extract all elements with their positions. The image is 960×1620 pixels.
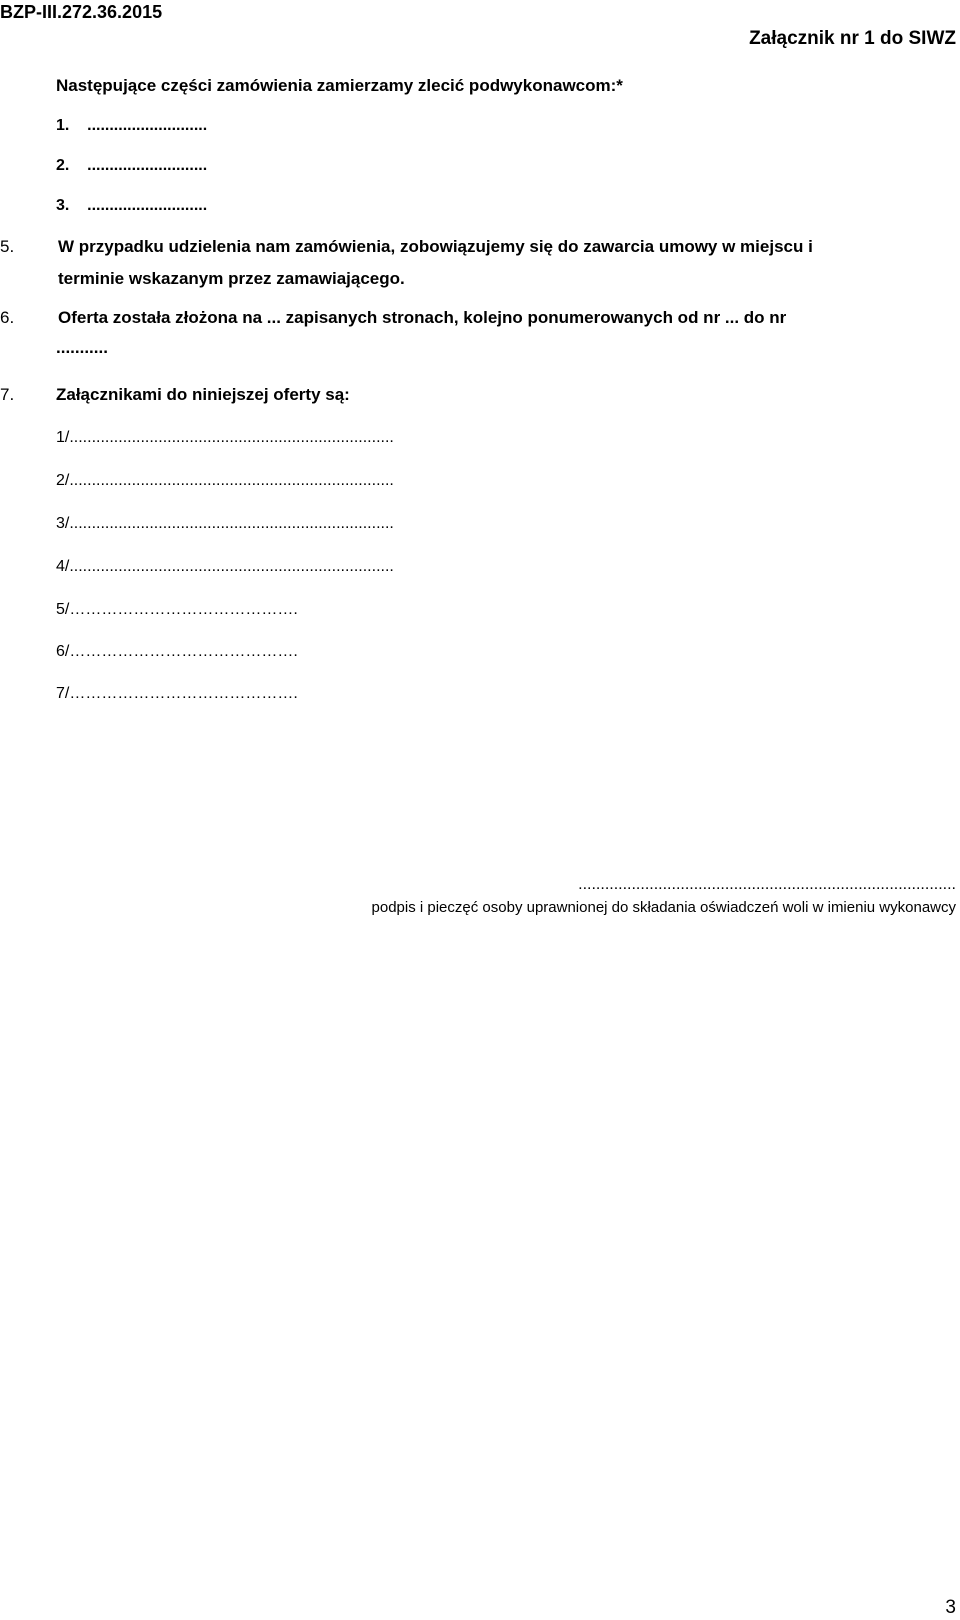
point-7-text: Załącznikami do niniejszej oferty są: [56, 385, 350, 404]
subcontract-item-3: 3. ........................... [56, 197, 208, 214]
point-6-number: 6. [0, 308, 15, 327]
attachment-item-4: 4/......................................................................... [56, 558, 394, 575]
point-6-line-1: Oferta została złożona na ... zapisanych stronach, kolejno ponumerowanych od nr ... do nr [58, 308, 787, 327]
subcontract-intro: Następujące części zamówienia zamierzamy zlecić podwykonawcom:* [56, 76, 623, 95]
point-7-number: 7. [0, 385, 15, 404]
signature-label: podpis i pieczęć osoby uprawnionej do składania oświadczeń woli w imieniu wykonawcy [371, 899, 956, 916]
attachment-item-2: 2/......................................................................... [56, 472, 394, 489]
attachment-item-5: 5/……………………………………. [56, 601, 298, 618]
subcontract-item-2: 2. ........................... [56, 157, 208, 174]
point-5-number: 5. [0, 237, 15, 256]
signature-line: ..................................................................................... [578, 876, 956, 893]
annex-title: Załącznik nr 1 do SIWZ [749, 28, 956, 49]
attachment-item-6: 6/……………………………………. [56, 643, 298, 660]
attachment-item-1: 1/......................................................................... [56, 429, 394, 446]
subcontract-item-1: 1. ........................... [56, 117, 208, 134]
document-reference: BZP-III.272.36.2015 [0, 2, 163, 22]
attachment-item-3: 3/......................................................................... [56, 515, 394, 532]
point-5-line-1: W przypadku udzielenia nam zamówienia, zobowiązujemy się do zawarcia umowy w miejscu i [58, 237, 813, 256]
attachment-item-7: 7/……………………………………. [56, 685, 298, 702]
point-5-line-2: terminie wskazanym przez zamawiającego. [58, 269, 405, 288]
point-6-line-2: ........... [56, 338, 108, 357]
page-number: 3 [945, 1597, 956, 1618]
